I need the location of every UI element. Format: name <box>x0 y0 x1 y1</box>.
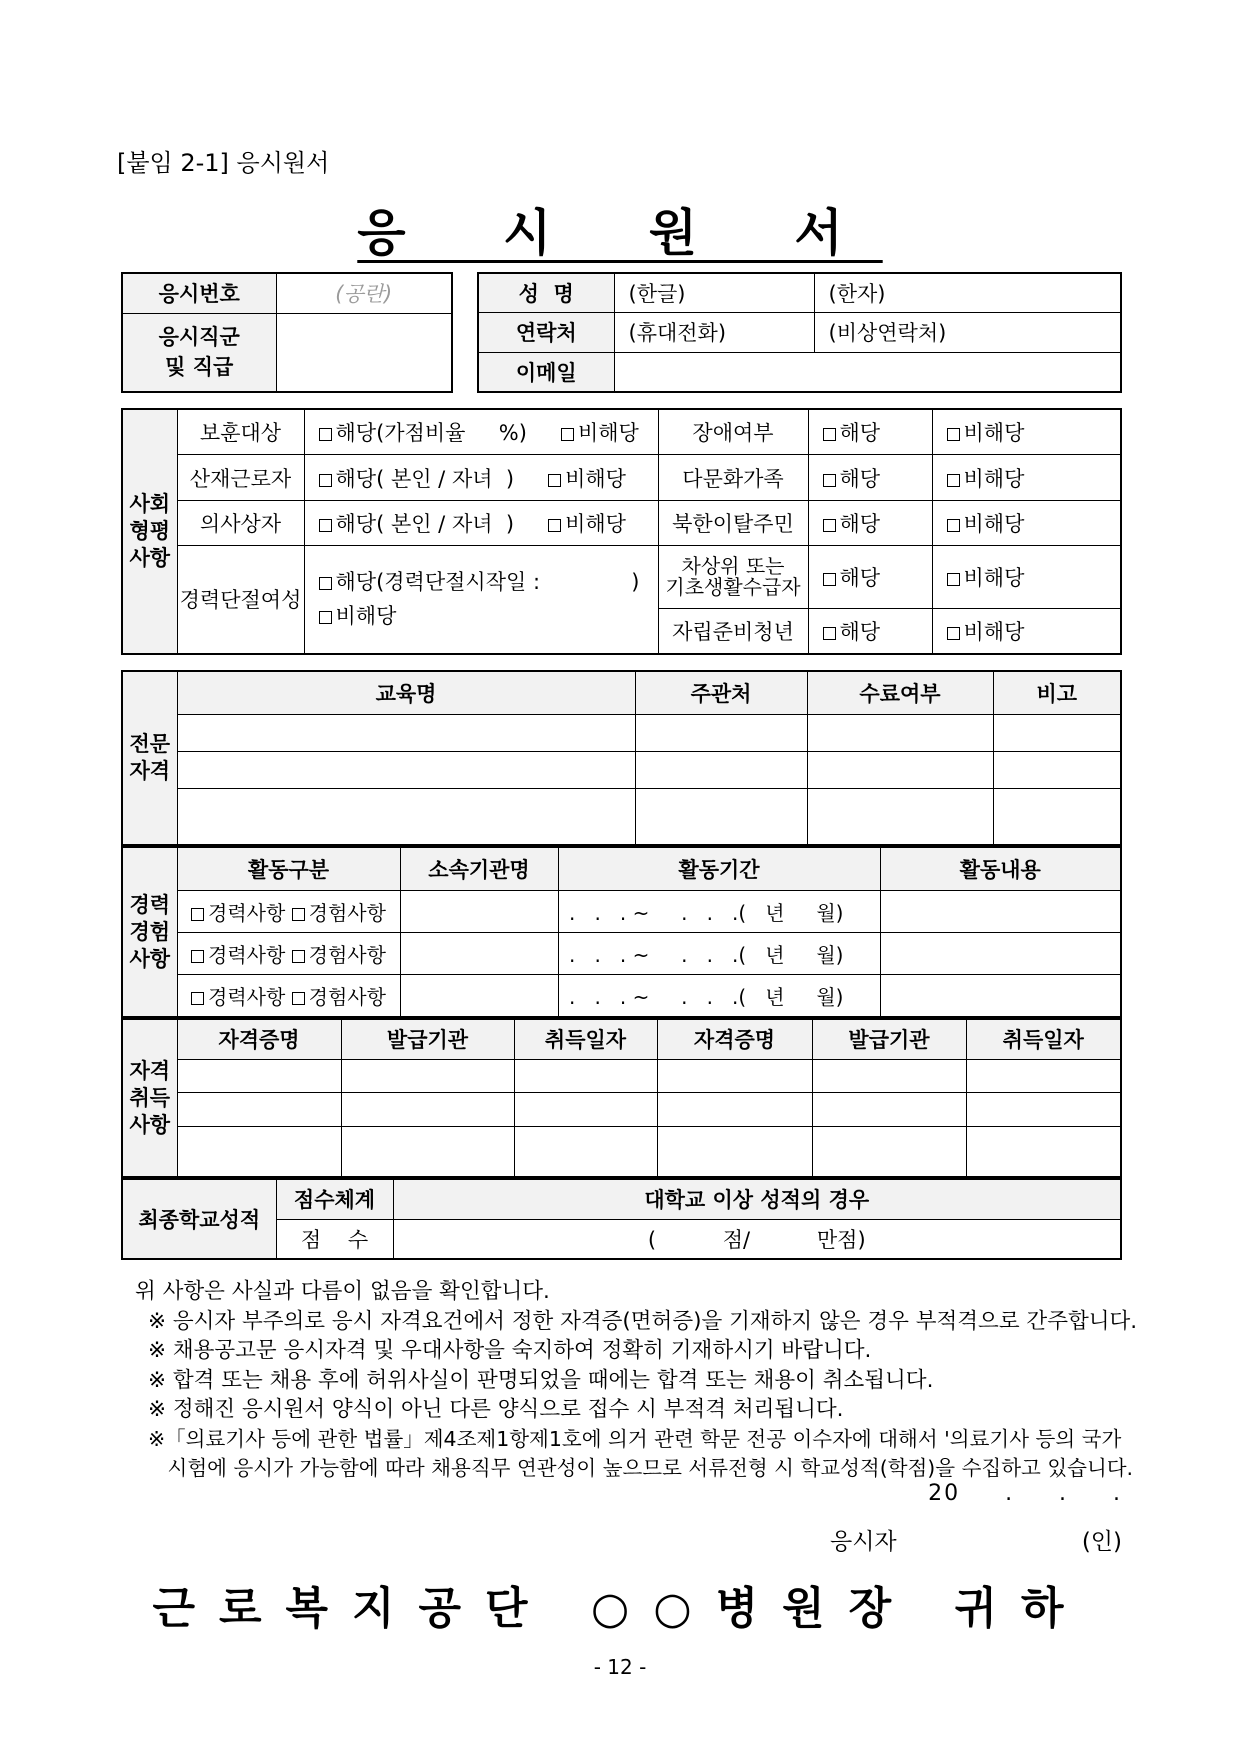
col-issuer-2: 발급기관 <box>812 1019 966 1059</box>
col-acquired-date: 취득일자 <box>514 1019 657 1059</box>
col-organizer: 주관처 <box>635 671 807 714</box>
table-cell[interactable] <box>812 1059 966 1093</box>
grades-label: 최종학교성적 <box>122 1179 276 1259</box>
form-title: 응 시 원 서 <box>357 204 883 262</box>
multicultural-yes-checkbox[interactable]: 해당 <box>823 467 881 491</box>
table-cell[interactable] <box>812 1126 966 1177</box>
period-field[interactable]: . . . ~ . . .( 년 월) <box>558 890 880 932</box>
score-label: 점 수 <box>276 1219 393 1259</box>
table-cell[interactable] <box>993 751 1121 788</box>
table-cell[interactable] <box>177 714 635 751</box>
table-cell[interactable] <box>635 714 807 751</box>
table-cell[interactable] <box>657 1059 812 1093</box>
low-income-yes-checkbox[interactable]: 해당 <box>823 566 881 590</box>
col-activity-content: 활동내용 <box>880 847 1121 890</box>
experience-table <box>121 846 1122 1018</box>
career-break-no-checkbox[interactable]: 비해당 <box>319 599 658 633</box>
social-equity-table <box>121 408 1122 655</box>
col-certificate-name-2: 자격증명 <box>657 1019 812 1059</box>
righteous-victim-label: 의사상자 <box>177 500 304 545</box>
col-remarks: 비고 <box>993 671 1121 714</box>
career-checkbox[interactable]: 경력사항 <box>191 901 285 925</box>
note-line: ※ 합격 또는 채용 후에 허위사실이 판명되었을 때에는 합격 또는 채용이 취소됩니다. <box>148 1367 934 1393</box>
disability-label: 장애여부 <box>658 409 808 455</box>
grades-table <box>121 1178 1122 1260</box>
table-cell[interactable] <box>993 789 1121 845</box>
table-cell[interactable] <box>400 932 558 974</box>
applicant-label: 응시자 <box>830 1529 897 1555</box>
col-education-name: 교육명 <box>177 671 635 714</box>
name-hanja-field[interactable]: (한자) <box>814 273 1121 313</box>
experience-checkbox[interactable]: 경험사항 <box>292 901 386 925</box>
table-cell[interactable] <box>966 1126 1121 1177</box>
table-cell[interactable] <box>400 974 558 1017</box>
email-field[interactable] <box>614 352 1121 392</box>
industrial-yes-checkbox[interactable]: 해당( 본인 / 자녀 ) <box>319 467 515 491</box>
multicultural-no-checkbox[interactable]: 비해당 <box>947 467 1025 491</box>
industrial-accident-label: 산재근로자 <box>177 455 304 500</box>
position-field[interactable] <box>276 313 452 392</box>
contact-label: 연락처 <box>478 313 614 352</box>
table-cell[interactable] <box>341 1059 514 1093</box>
table-cell[interactable] <box>177 751 635 788</box>
table-cell[interactable] <box>177 1059 341 1093</box>
professional-table <box>121 670 1122 846</box>
table-cell[interactable] <box>812 1093 966 1127</box>
table-cell[interactable] <box>177 789 635 845</box>
col-certificate-name: 자격증명 <box>177 1019 341 1059</box>
industrial-no-checkbox[interactable]: 비해당 <box>548 467 626 491</box>
table-cell[interactable] <box>966 1093 1121 1127</box>
table-cell[interactable] <box>514 1059 657 1093</box>
applicant-signature[interactable] <box>830 1523 1122 1556</box>
table-cell[interactable] <box>514 1093 657 1127</box>
notes <box>135 1277 1137 1484</box>
page-number: - 12 - <box>593 1655 647 1679</box>
score-system-value: 대학교 이상 성적의 경우 <box>393 1179 1121 1219</box>
career-checkbox[interactable]: 경력사항 <box>191 943 285 967</box>
score-system-label: 점수체계 <box>276 1179 393 1219</box>
header-left-table <box>121 272 453 393</box>
addressee: 근로복지공단 ○○병원장 귀하 <box>152 1583 1088 1634</box>
social-section-label: 사회 형평 사항 <box>122 409 177 654</box>
career-break-yes-checkbox[interactable]: 해당(경력단절시작일 : ) <box>319 565 658 599</box>
col-affiliation: 소속기관명 <box>400 847 558 890</box>
career-break-label: 경력단절여성 <box>177 545 304 654</box>
note-line: ※ 응시자 부주의로 응시 자격요건에서 정한 자격증(면허증)을 기재하지 않은 경우 부적격으로 간주합니다. <box>148 1308 1138 1334</box>
table-cell[interactable] <box>993 714 1121 751</box>
date-line[interactable]: 20 . . . <box>928 1481 1122 1506</box>
col-completion: 수료여부 <box>807 671 993 714</box>
exam-no-field[interactable]: (공란) <box>276 273 452 313</box>
score-field[interactable]: ( 점/ 만점) <box>393 1219 1121 1259</box>
position-label: 응시직군 및 직급 <box>122 313 276 392</box>
table-cell[interactable] <box>657 1126 812 1177</box>
table-cell[interactable] <box>880 932 1121 974</box>
disability-yes-checkbox[interactable]: 해당 <box>823 421 881 445</box>
note-line: ※ 정해진 응시원서 양식이 아닌 다른 양식으로 접수 시 부적격 처리됩니다. <box>148 1397 844 1422</box>
table-cell[interactable] <box>514 1126 657 1177</box>
professional-section-label: 전문 자격 <box>122 671 177 845</box>
youth-no-checkbox[interactable]: 비해당 <box>947 620 1025 644</box>
righteous-no-checkbox[interactable]: 비해당 <box>548 512 626 536</box>
youth-yes-checkbox[interactable]: 해당 <box>823 620 881 644</box>
veteran-label: 보훈대상 <box>177 409 304 455</box>
experience-section-label: 경력 경험 사항 <box>122 847 177 1017</box>
period-field[interactable]: . . . ~ . . .( 년 월) <box>558 932 880 974</box>
defector-yes-checkbox[interactable]: 해당 <box>823 512 881 536</box>
exam-no-label: 응시번호 <box>122 273 276 313</box>
email-label: 이메일 <box>478 352 614 392</box>
table-cell[interactable] <box>177 1126 341 1177</box>
col-activity-type: 활동구분 <box>177 847 400 890</box>
seal-label: (인) <box>1081 1529 1122 1555</box>
career-checkbox[interactable]: 경력사항 <box>191 985 285 1009</box>
table-cell[interactable] <box>807 789 993 845</box>
note-line: 위 사항은 사실과 다름이 없음을 확인합니다. <box>135 1279 550 1304</box>
veteran-no-checkbox[interactable]: 비해당 <box>561 421 639 445</box>
name-korean-field[interactable]: (한글) <box>614 273 814 313</box>
table-cell[interactable] <box>807 714 993 751</box>
north-korean-defector-label: 북한이탈주민 <box>658 500 808 545</box>
header-right-table <box>477 272 1122 393</box>
col-issuer: 발급기관 <box>341 1019 514 1059</box>
low-income-label: 차상위 또는 기초생활수급자 <box>658 545 808 608</box>
table-cell[interactable] <box>635 751 807 788</box>
col-activity-period: 활동기간 <box>558 847 880 890</box>
table-cell[interactable] <box>341 1093 514 1127</box>
table-cell[interactable] <box>657 1093 812 1127</box>
name-label: 성 명 <box>478 273 614 313</box>
certificates-table <box>121 1018 1122 1178</box>
table-cell[interactable] <box>400 890 558 932</box>
emergency-field[interactable]: (비상연락처) <box>814 313 1121 352</box>
table-cell[interactable] <box>880 890 1121 932</box>
multicultural-label: 다문화가족 <box>658 455 808 500</box>
experience-checkbox[interactable]: 경험사항 <box>292 943 386 967</box>
experience-checkbox[interactable]: 경험사항 <box>292 985 386 1009</box>
defector-no-checkbox[interactable]: 비해당 <box>947 512 1025 536</box>
table-cell[interactable] <box>807 751 993 788</box>
table-cell[interactable] <box>177 1093 341 1127</box>
low-income-no-checkbox[interactable]: 비해당 <box>947 566 1025 590</box>
col-acquired-date-2: 취득일자 <box>966 1019 1121 1059</box>
attachment-label: [붙임 2-1] 응시원서 <box>117 149 330 177</box>
table-cell[interactable] <box>341 1126 514 1177</box>
certificates-section-label: 자격 취득 사항 <box>122 1019 177 1177</box>
table-cell[interactable] <box>966 1059 1121 1093</box>
note-line: 시험에 응시가 가능함에 따라 채용직무 연관성이 높으므로 서류전형 시 학교성적(학점)을 수집하고 있습니다. <box>148 1456 1134 1480</box>
table-cell[interactable] <box>635 789 807 845</box>
veteran-yes-checkbox[interactable]: 해당(가점비율 %) <box>319 421 527 445</box>
note-line: ※「의료기사 등에 관한 법률」제4조제1항제1호에 의거 관련 학문 전공 이수자에 대해서 '의료기사 등의 국가 <box>148 1426 1122 1451</box>
youth-label: 자립준비청년 <box>658 608 808 654</box>
table-cell[interactable] <box>880 974 1121 1017</box>
disability-no-checkbox[interactable]: 비해당 <box>947 421 1025 445</box>
righteous-yes-checkbox[interactable]: 해당( 본인 / 자녀 ) <box>319 512 515 536</box>
period-field[interactable]: . . . ~ . . .( 년 월) <box>558 974 880 1017</box>
mobile-field[interactable]: (휴대전화) <box>614 313 814 352</box>
note-line: ※ 채용공고문 응시자격 및 우대사항을 숙지하여 정확히 기재하시기 바랍니다. <box>148 1338 872 1363</box>
